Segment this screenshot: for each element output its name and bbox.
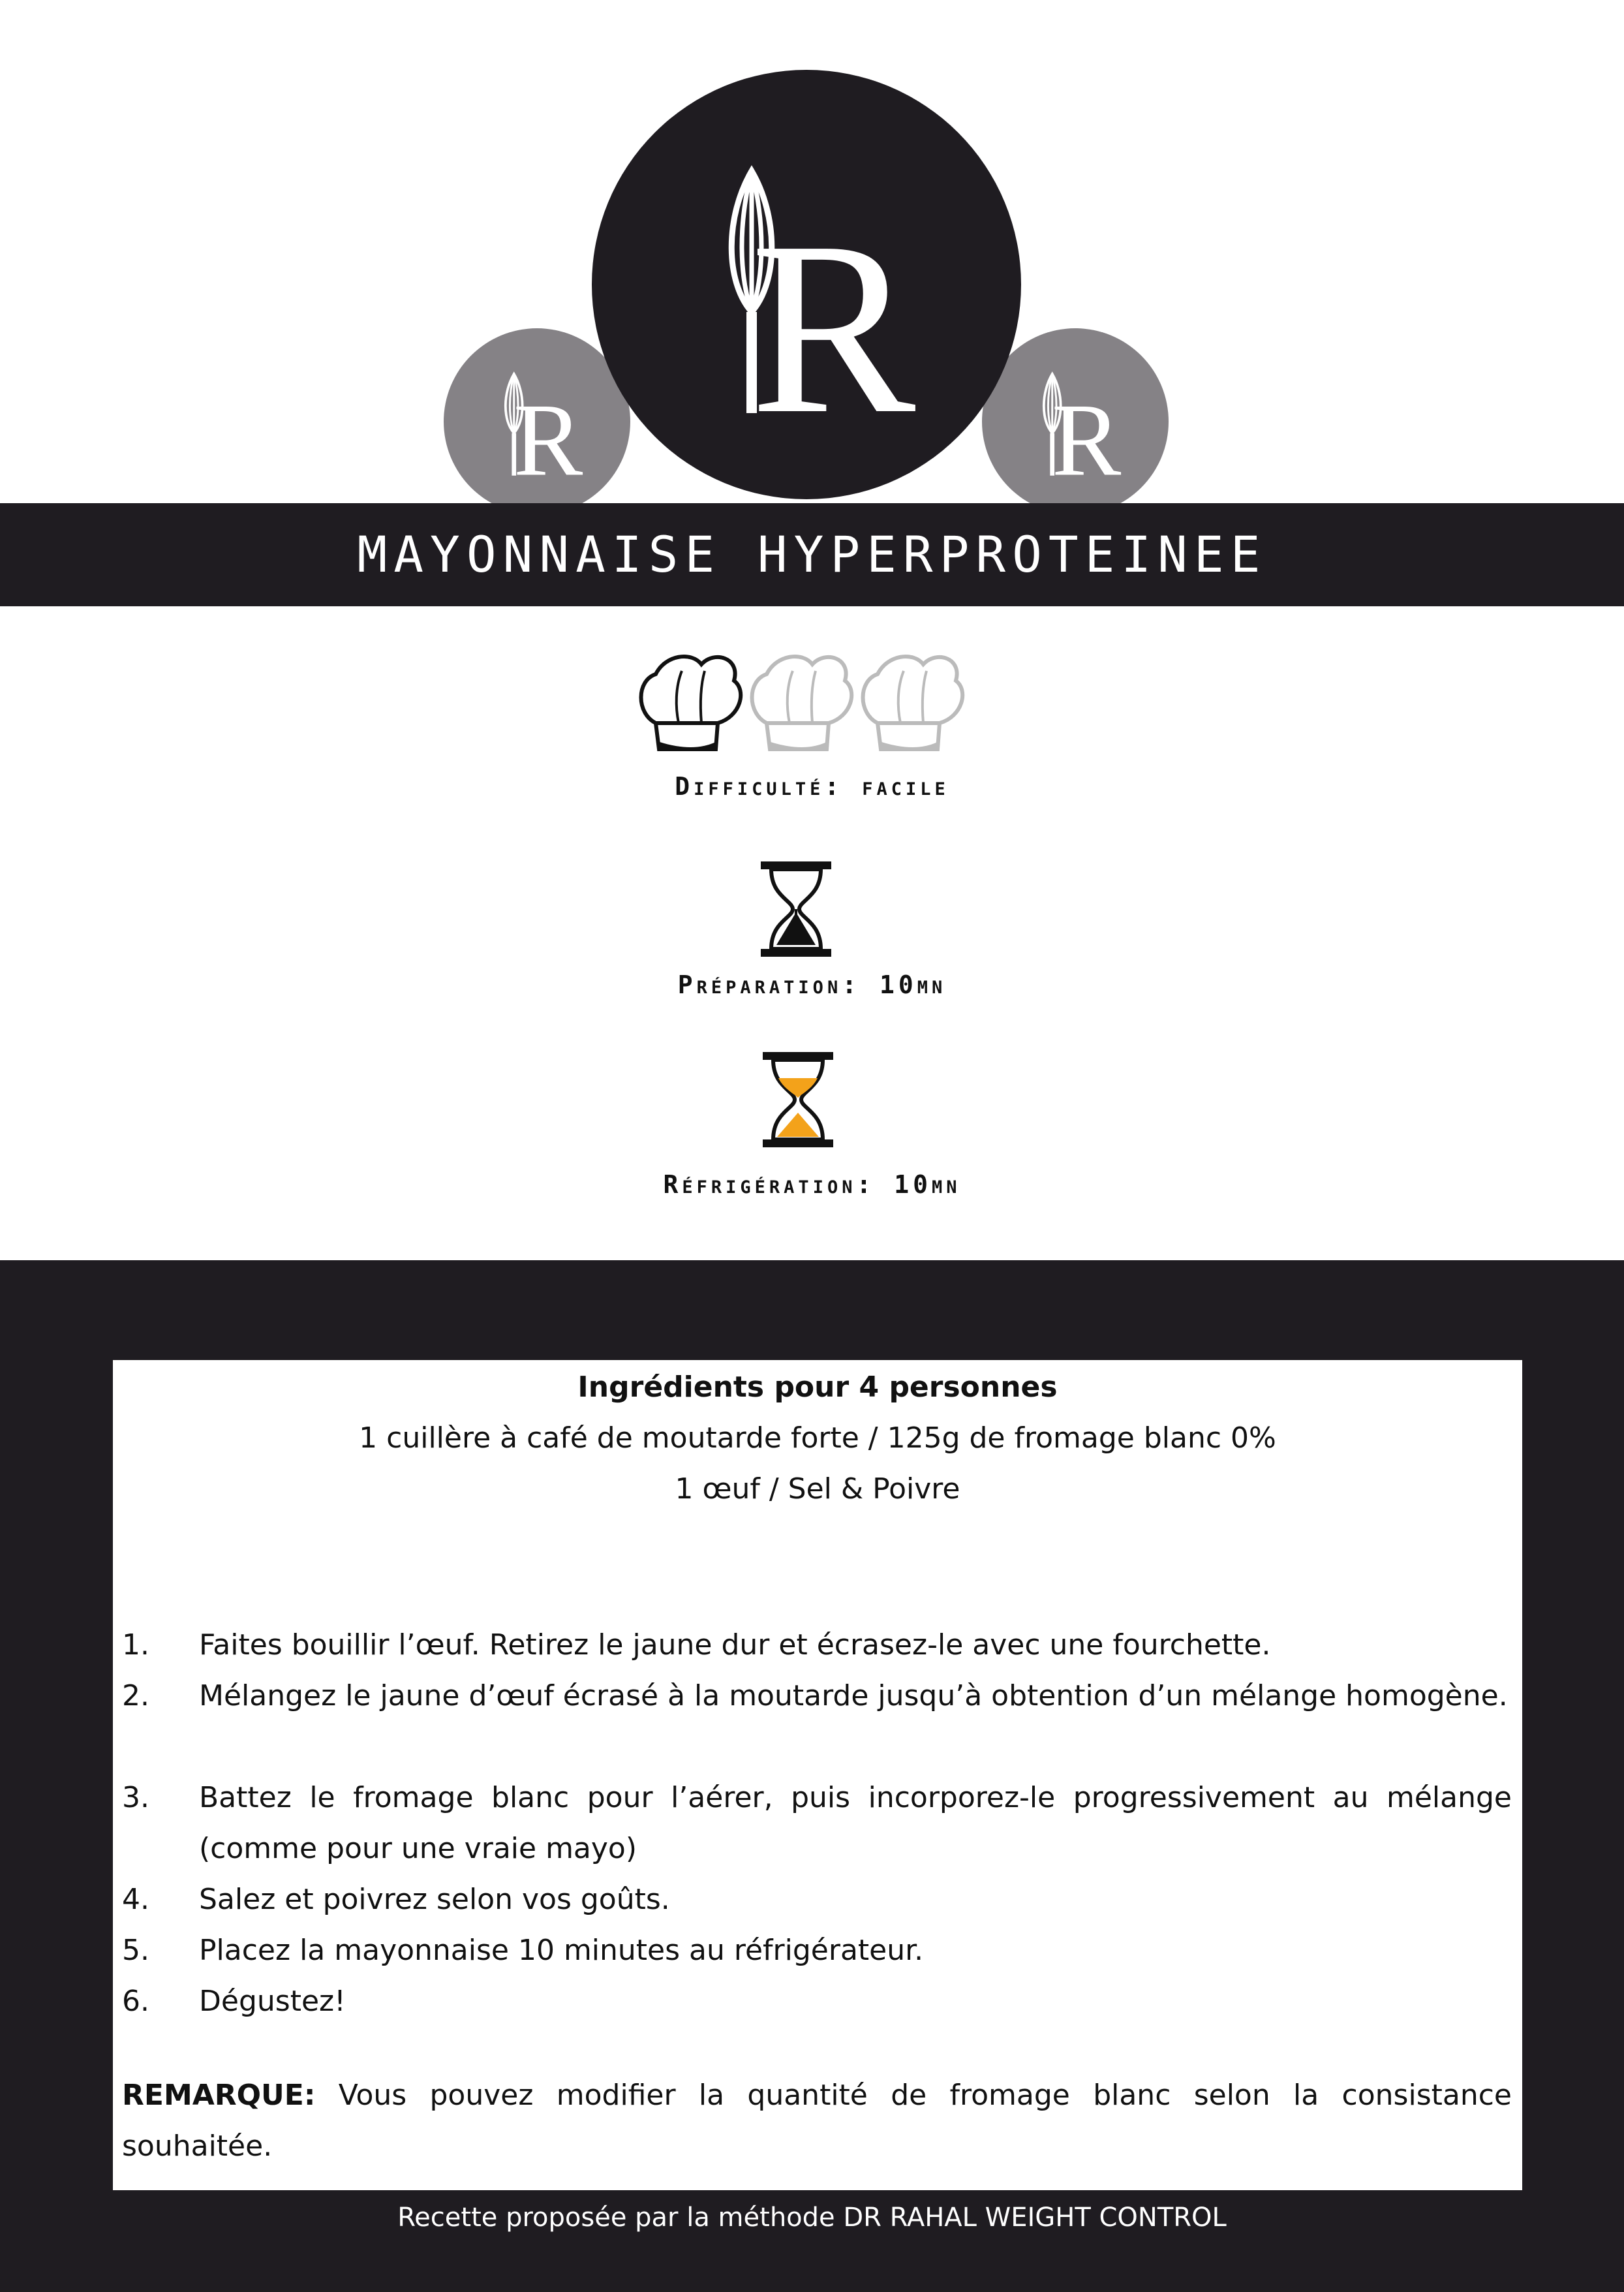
- chef-hat-icon: [863, 657, 963, 749]
- step-text: Mélangez le jaune d’œuf écrasé à la moutarde jusqu’à obtention d’un mélange homogène.: [199, 1679, 1508, 1712]
- logo-small-right: [982, 328, 1169, 509]
- step-number: 3.: [122, 1781, 149, 1814]
- svg-text:R: R: [513, 382, 583, 498]
- logo-large: [592, 70, 1021, 499]
- ingredients-heading: Ingrédients pour 4 personnes: [577, 1371, 1058, 1404]
- hourglass-icon: [759, 1051, 837, 1149]
- step-text: Battez le fromage blanc pour l’aérer, puis incorporez-le progressivement au mélange (comme pour une vraie mayo): [199, 1781, 1512, 1865]
- ingredients-line: 1 œuf / Sel & Poivre: [675, 1472, 960, 1506]
- preparation-label: Préparation: 10mn: [677, 970, 947, 999]
- step-text: Placez la mayonnaise 10 minutes au réfrigérateur.: [199, 1934, 924, 1967]
- step-text: Dégustez!: [199, 1985, 346, 2018]
- footer-credit: Recette proposée par la méthode DR RAHAL WEIGHT CONTROL: [397, 2203, 1227, 2233]
- svg-text:R: R: [1051, 382, 1122, 498]
- step-number: 6.: [122, 1985, 149, 2018]
- remark: [122, 2070, 1512, 2172]
- recipe-card: [113, 1360, 1522, 2190]
- difficulty-rating: [636, 651, 975, 762]
- svg-text:R: R: [750, 191, 916, 465]
- step-text: Faites bouillir l’œuf. Retirez le jaune dur et écrasez-le avec une fourchette.: [199, 1628, 1271, 1662]
- chef-hat-icon: [641, 657, 741, 749]
- step-number: 1.: [122, 1628, 149, 1662]
- difficulty-label: Difficulté: facile: [675, 772, 949, 801]
- refrigeration-label: Réfrigération: 10mn: [663, 1170, 961, 1199]
- logo-small-left: [444, 328, 630, 509]
- step-number: 5.: [122, 1934, 149, 1967]
- page-title: MAYONNAISE HYPERPROTEINEE: [357, 525, 1267, 583]
- remark-text: Vous pouvez modifier la quantité de fromage blanc selon la consistance souhaitée.: [122, 2079, 1512, 2163]
- step-number: 2.: [122, 1679, 149, 1712]
- brand-logo: [0, 0, 1624, 509]
- remark-label: REMARQUE:: [122, 2079, 316, 2112]
- step-number: 4.: [122, 1883, 149, 1916]
- chef-hat-icon: [752, 657, 852, 749]
- ingredients-line: 1 cuillère à café de moutarde forte / 125g de fromage blanc 0%: [359, 1421, 1276, 1455]
- step-text: Salez et poivrez selon vos goûts.: [199, 1883, 670, 1916]
- hourglass-icon: [757, 860, 835, 958]
